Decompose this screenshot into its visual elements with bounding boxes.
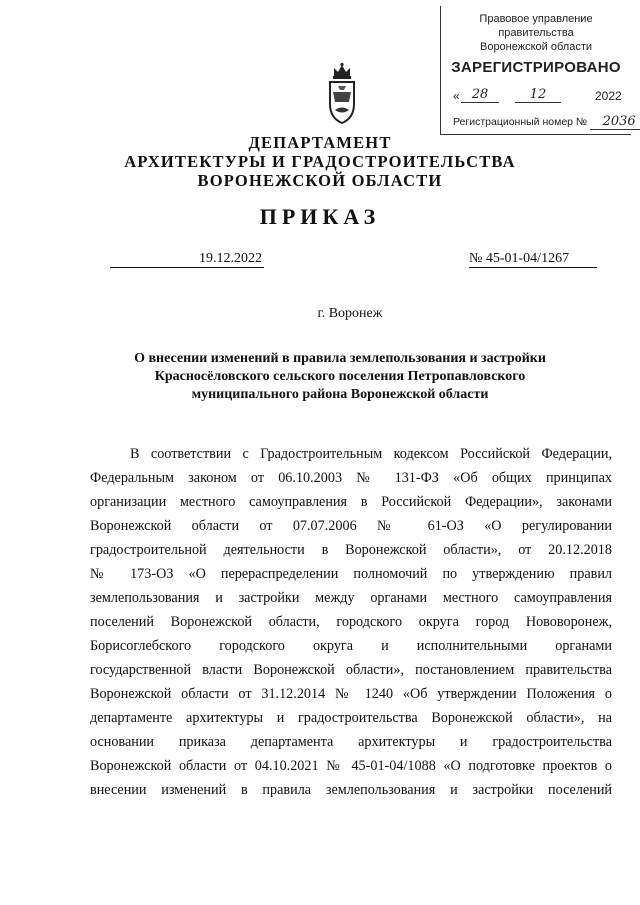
body-line: В соответствии с Градостроительным кодексом Российской Федерации, <box>130 446 612 462</box>
body-line: Воронежской области от 07.07.2006 № 61-ОЗ «О регулировании <box>90 518 612 534</box>
body-line: внесении изменений в правила землепользования и застройки поселений <box>90 782 612 798</box>
body-line: государственной власти Воронежской области», постановлением правительства <box>90 662 612 678</box>
dept-line-3: ВОРОНЕЖСКОЙ ОБЛАСТИ <box>197 171 443 190</box>
city: г. Воронеж <box>317 306 383 321</box>
stamp-org-line-1: Правовое управление правительства <box>479 13 593 39</box>
stamp-reg-label: Регистрационный номер № <box>453 116 588 128</box>
body-text <box>90 442 612 802</box>
body-line: градостроительной деятельности в Воронежской области», от 20.12.2018 <box>90 542 612 558</box>
coat-of-arms-icon <box>325 62 359 126</box>
subject-line-2: Красносёловского сельского поселения Петропавловского <box>154 369 526 384</box>
body-line: Борисоглебского городского округа и исполнительными органами <box>90 638 612 654</box>
registration-stamp <box>440 6 636 135</box>
body-line: Воронежской области от 04.10.2021 № 45-01-04/1088 «О подготовке проектов о <box>90 758 612 774</box>
stamp-org-line-2: Воронежской области <box>479 41 592 53</box>
stamp-registration <box>453 114 636 130</box>
body-line: организации местного самоуправления в Российской Федерации», законами <box>90 494 612 510</box>
order-subject <box>130 350 550 404</box>
stamp-date-day: 28 <box>461 87 499 103</box>
stamp-organization <box>441 12 631 54</box>
body-line: землепользования и застройки между органами местного самоуправления <box>90 590 612 606</box>
subject-line-3: муниципального района Воронежской области <box>191 387 489 402</box>
dept-line-2: АРХИТЕКТУРЫ И ГРАДОСТРОИТЕЛЬСТВА <box>124 152 516 171</box>
stamp-status: ЗАРЕГИСТРИРОВАНО <box>451 59 621 76</box>
body-line: Воронежской области от 31.12.2014 № 1240 «Об утверждении Положения о <box>90 686 612 702</box>
subject-line-1: О внесении изменений в правила землепользования и застройки <box>134 351 546 366</box>
stamp-reg-number: 2036 <box>590 114 640 130</box>
body-line: департаменте архитектуры и градостроительства Воронежской области», на <box>90 710 612 726</box>
body-line: поселений Воронежской области, городского округа город Нововоронеж, <box>90 614 612 630</box>
body-line: основании приказа департамента архитектуры и градостроительства <box>90 734 612 750</box>
stamp-date-year: 2022 <box>595 89 622 103</box>
stamp-date-month: 12 <box>515 87 561 103</box>
document-type: ПРИКАЗ <box>259 204 381 229</box>
body-line: № 173-ОЗ «О перераспределении полномочий по утверждению правил <box>90 566 612 582</box>
stamp-quote-mark: « <box>453 89 460 103</box>
dept-line-1: ДЕПАРТАМЕНТ <box>248 133 392 152</box>
order-date: 19.12.2022 <box>110 250 264 268</box>
department-name <box>100 133 540 190</box>
order-number: № 45-01-04/1267 <box>469 250 597 268</box>
body-line: Федеральным законом от 06.10.2003 № 131-ФЗ «Об общих принципах <box>90 470 612 486</box>
